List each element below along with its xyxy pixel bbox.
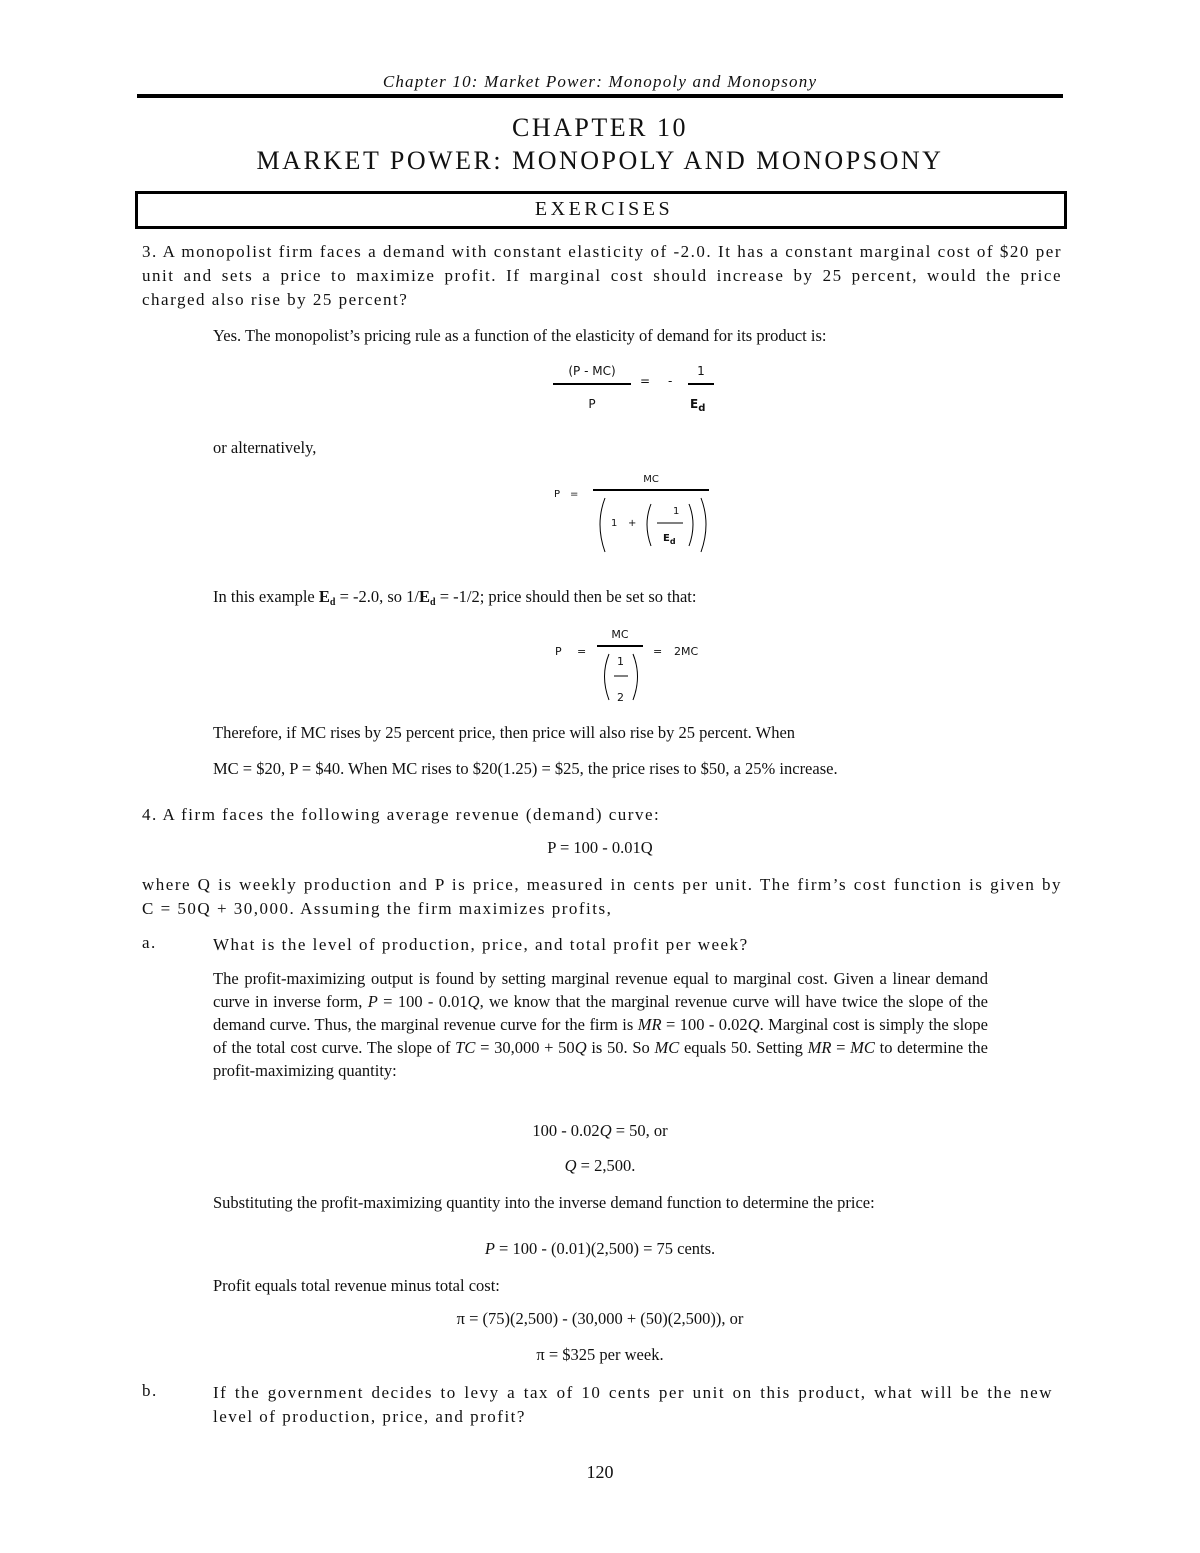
eq2-inner-numerator: 1 [673,506,680,517]
q4-where-text: where Q is weekly production and P is price, measured in cents per unit. The firm’s cost function is given by C = 50Q + 30,000. Assuming the firm maximizes profits, [142,875,1062,918]
eq3-numerator: MC [611,628,629,641]
eq1-fraction-bar-right [688,383,714,385]
q3-answer-intro: Yes. The monopolist’s pricing rule as a function of the elasticity of demand for its product is: [213,326,827,345]
eq3-lhs: P [555,645,562,658]
price-equation: P = 100 - (0.01)(2,500) = 75 cents. [484,1239,716,1258]
mr-equals-mc-equation: 100 - 0.02Q = 50, or [532,1121,668,1140]
question-3: 3. A monopolist firm faces a demand with constant elasticity of -2.0. It has a constant marginal cost of $20 per unit and sets a price to maximize profit. If marginal cost should increase by 25 percent, would the price charged also rise by 25 percent? [142,242,1062,309]
therefore-text: Therefore, if MC rises by 25 percent price, then price will also rise by 25 percent. When [213,723,796,742]
header-rule [137,94,1063,98]
eq1-numerator-right: 1 [697,364,705,378]
profit-equation-2: π = $325 per week. [536,1345,664,1364]
eq2-numerator: MC [643,474,659,485]
eq3-equals: = [577,645,587,658]
exercises-title: EXERCISES [534,198,674,220]
eq1-minus: - [668,374,673,388]
part-b-label: b. [142,1381,158,1400]
part-a-question: What is the level of production, price, and total profit per week? [213,935,749,954]
profit-intro: Profit equals total revenue minus total cost: [213,1276,500,1295]
eq3-rhs: 2MC [674,645,699,658]
substituting-text: Substituting the profit-maximizing quantity into the inverse demand function to determine the price: [213,1193,875,1212]
profit-equation-1: π = (75)(2,500) - (30,000 + (50)(2,500)), or [456,1309,744,1328]
eq1-equals: = [640,374,651,388]
eq2-lhs: P [554,489,561,500]
eq2-one: 1 [611,518,618,529]
part-a-paragraph: The profit-maximizing output is found by setting marginal revenue equal to marginal cost. Given a linear demand curve in inverse form, P = 100 - 0.01Q, we know that the marginal revenue curve will have twice the slope of the demand curve. Thus, the marginal revenue curve for the firm is MR = 100 - 0.02Q. Marginal cost is simply the slope of the total cost curve. The slope of TC = 30,000 + 50Q is 50. So MC equals 50. Setting MR = MC to determine the profit-maximizing quantity: [213,969,989,1080]
eq3-inner-numerator: 1 [617,655,624,668]
part-b-question: If the government decides to levy a tax of 10 cents per unit on this product, what will be the new level of production, price, and profit? [213,1383,1053,1426]
alternatively-text: or alternatively, [213,438,317,457]
eq2-plus: + [628,518,637,529]
eq2-fraction-bar [593,489,709,491]
running-header: Chapter 10: Market Power: Monopoly and Monopsony [382,72,818,91]
when-text: MC = $20, P = $40. When MC rises to $20(1.25) = $25, the price rises to $50, a 25% increase. [213,759,838,778]
demand-equation: P = 100 - 0.01Q [547,838,653,857]
eq1-denominator-right: $E_d$ [690,397,706,414]
eq2-equals: = [570,489,579,500]
chapter-title: MARKET POWER: MONOPOLY AND MONOPSONY [256,146,944,175]
chapter-number: CHAPTER 10 [512,113,688,142]
eq1-numerator-left: (P - MC) [568,364,616,378]
eq3-fraction-bar [597,645,643,647]
eq1-fraction-bar-left [553,383,631,385]
page-number: 120 [586,1462,614,1482]
eq2-inner-denominator: $E_d$ [663,533,676,546]
exercises-banner [135,191,1067,229]
quantity-result: Q = 2,500. [564,1156,636,1175]
question-4: 4. A firm faces the following average revenue (demand) curve: [142,805,661,824]
part-a-label: a. [142,933,157,952]
eq3-equals2: = [653,645,663,658]
eq3-inner-denominator: 2 [617,691,624,704]
eq1-denominator-left: P [588,397,596,411]
example-text: In this example $E_d = -2.0$, so $1/E_d = -1/2$; price should then be set so that: [213,587,697,608]
